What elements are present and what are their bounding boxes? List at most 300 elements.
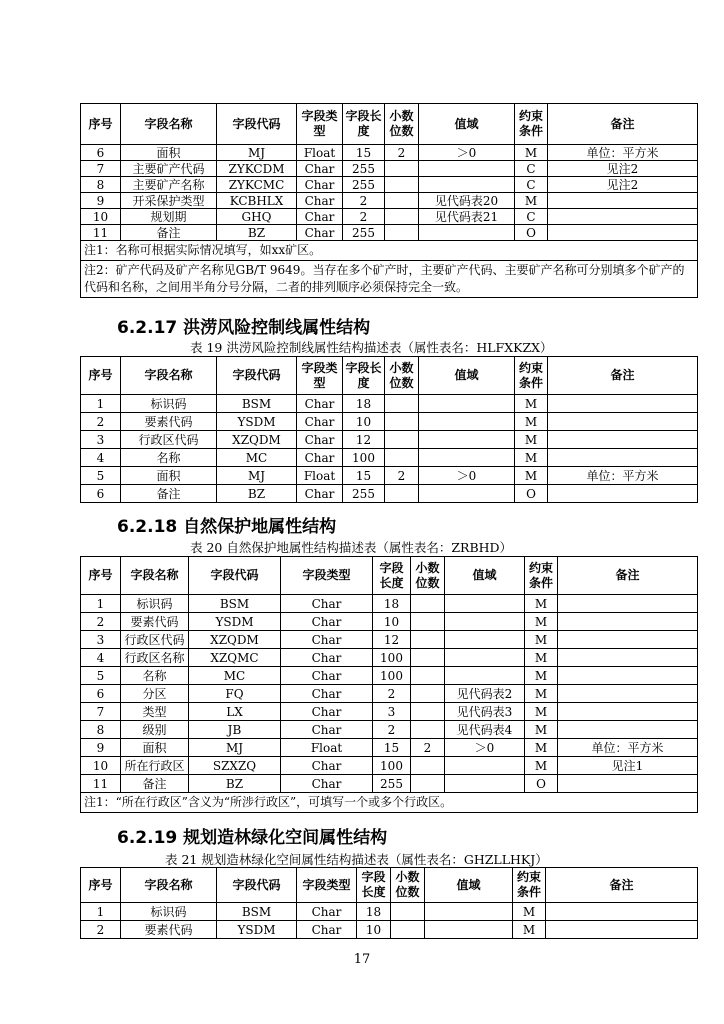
table-header-row (81, 357, 698, 395)
table-cell (558, 685, 698, 703)
table-cell (411, 595, 445, 613)
table-cell: BSM (189, 595, 281, 613)
table-row (81, 721, 698, 739)
table-cell: XZQDM (189, 631, 281, 649)
table-cell (419, 431, 515, 449)
table-cell (546, 921, 698, 939)
section-heading: 6.2.18 自然保护地属性结构 (117, 517, 337, 537)
header-field-length: 字段长度 (343, 357, 385, 395)
table-cell: M (525, 757, 558, 775)
table-cell: 255 (343, 225, 385, 241)
table-cell: 15 (373, 739, 411, 757)
table-row (81, 921, 698, 939)
table-cell: 标识码 (121, 903, 217, 921)
table-cell (548, 413, 698, 431)
table-row (81, 667, 698, 685)
table-cell (385, 449, 419, 467)
table-cell: 面积 (121, 145, 217, 161)
table-cell: Char (281, 721, 373, 739)
table-cell: ZYKCMC (217, 177, 297, 193)
table-cell: MJ (217, 467, 297, 485)
table-cell: M (525, 703, 558, 721)
table-cell: 级别 (121, 721, 189, 739)
table-cell: 18 (357, 903, 391, 921)
section-heading: 6.2.17 洪涝风险控制线属性结构 (117, 318, 371, 338)
table-cell: 见注1 (558, 757, 698, 775)
header-field-type: 字段类型 (297, 104, 343, 145)
table-row (81, 193, 698, 209)
header-remark: 备注 (548, 357, 698, 395)
table-cell (419, 449, 515, 467)
table-cell: 255 (343, 161, 385, 177)
table-cell: 单位：平方米 (558, 739, 698, 757)
table-cell (419, 161, 515, 177)
table-19 (80, 356, 698, 503)
table-20 (80, 556, 698, 813)
table-cell (385, 161, 419, 177)
table-cell: ＞0 (419, 145, 515, 161)
table-cell: 要素代码 (121, 413, 217, 431)
table-cell: 行政区名称 (121, 649, 189, 667)
table-cell: Char (297, 193, 343, 209)
table-cell: 见代码表21 (419, 209, 515, 225)
table-cell: Char (281, 595, 373, 613)
table-cell: BZ (189, 775, 281, 793)
table-row (81, 161, 698, 177)
header-domain: 值域 (419, 357, 515, 395)
table-cell: 见代码表3 (445, 703, 525, 721)
table-cell: Float (297, 145, 343, 161)
table-cell (558, 703, 698, 721)
table-cell: 11 (81, 225, 121, 241)
table-cell: M (515, 145, 548, 161)
table-cell: ＞0 (419, 467, 515, 485)
table-cell (425, 903, 513, 921)
table-cell (558, 667, 698, 685)
table-cell (548, 449, 698, 467)
table-row (81, 225, 698, 241)
table-cell: C (515, 161, 548, 177)
table-cell (385, 209, 419, 225)
header-field-type: 字段类型 (297, 357, 343, 395)
table-cell: M (525, 667, 558, 685)
table-cell: BZ (217, 485, 297, 503)
table-cell (548, 193, 698, 209)
header-field-length: 字段长度 (357, 868, 391, 903)
table-cell: 3 (373, 703, 411, 721)
table-cell (425, 921, 513, 939)
table-cell (445, 775, 525, 793)
table-cell (411, 667, 445, 685)
table-cell: Char (297, 395, 343, 413)
table-cell: M (515, 395, 548, 413)
table-cell: MC (217, 449, 297, 467)
table-row (81, 467, 698, 485)
table-cell: Float (281, 739, 373, 757)
table-row (81, 595, 698, 613)
table-cell (411, 685, 445, 703)
table-cell: BZ (217, 225, 297, 241)
table-cell (411, 631, 445, 649)
table-cell: 4 (81, 449, 121, 467)
table-cell: ZYKCDM (217, 161, 297, 177)
table-cell: M (525, 739, 558, 757)
table-cell (419, 395, 515, 413)
table-cell: Char (297, 431, 343, 449)
table-cell: Char (281, 685, 373, 703)
table-cell: 开采保护类型 (121, 193, 217, 209)
table-cell: M (525, 721, 558, 739)
table-header-row (81, 104, 698, 145)
table-cell: M (525, 685, 558, 703)
table-cell (419, 225, 515, 241)
section-heading: 6.2.19 规划造林绿化空间属性结构 (117, 828, 388, 848)
table-caption: 表 19 洪涝风险控制线属性结构描述表（属性表名：HLFXKZX） (190, 340, 553, 355)
table-cell: 10 (81, 757, 121, 775)
table-cell: 10 (357, 921, 391, 939)
table-cell: 8 (81, 721, 121, 739)
table-cell (445, 667, 525, 685)
table-cell: 3 (81, 631, 121, 649)
header-remark: 备注 (546, 868, 698, 903)
table-cell: 100 (373, 757, 411, 775)
table-row (81, 413, 698, 431)
header-field-name: 字段名称 (121, 357, 217, 395)
table-cell: XZQDM (217, 431, 297, 449)
table-cell: ＞0 (445, 739, 525, 757)
table-row (81, 685, 698, 703)
table-caption: 表 21 规划造林绿化空间属性结构描述表（属性表名：GHZLLHKJ） (165, 852, 548, 867)
table-cell: 备注 (121, 225, 217, 241)
table-cell: 2 (385, 467, 419, 485)
table-cell (385, 431, 419, 449)
header-constraint: 约束条件 (525, 557, 558, 595)
table-cell (385, 413, 419, 431)
table-cell: M (513, 921, 546, 939)
table-cell: BSM (217, 903, 297, 921)
table-cell: O (515, 485, 548, 503)
table-cell: YSDM (217, 921, 297, 939)
table-note: 注1：名称可根据实际情况填写，如xx矿区。 (81, 241, 698, 261)
table-cell: 主要矿产代码 (121, 161, 217, 177)
header-decimals: 小数位数 (385, 357, 419, 395)
table-cell (546, 903, 698, 921)
table-cell: 5 (81, 667, 121, 685)
header-field-type: 字段类型 (297, 868, 357, 903)
table-cell: 备注 (121, 485, 217, 503)
header-seq: 序号 (81, 104, 121, 145)
table-cell: 12 (373, 631, 411, 649)
table-cell (558, 649, 698, 667)
table-cell (411, 613, 445, 631)
table-cell: Char (281, 667, 373, 685)
header-constraint: 约束条件 (513, 868, 546, 903)
table-cell (419, 413, 515, 431)
table-cell: 见注2 (548, 177, 698, 193)
table-cell: 5 (81, 467, 121, 485)
table-cell: 备注 (121, 775, 189, 793)
table-cell: 2 (373, 685, 411, 703)
table-cell: 2 (81, 921, 121, 939)
table-cell: 2 (373, 721, 411, 739)
table-cell: 100 (373, 667, 411, 685)
table-cell: 要素代码 (121, 613, 189, 631)
table-cell: 8 (81, 177, 121, 193)
table-cell (445, 613, 525, 631)
header-field-length: 字段长度 (373, 557, 411, 595)
table-cell: 11 (81, 775, 121, 793)
table-cell (411, 703, 445, 721)
table-cell: 1 (81, 903, 121, 921)
table-cell: 2 (343, 193, 385, 209)
table-cell (385, 395, 419, 413)
table-cell: 面积 (121, 739, 189, 757)
header-field-name: 字段名称 (121, 104, 217, 145)
table-cell: M (515, 467, 548, 485)
table-cell (558, 613, 698, 631)
table-cell: 9 (81, 193, 121, 209)
table-cell: 100 (373, 649, 411, 667)
table-cell: 2 (81, 413, 121, 431)
table-cell (558, 721, 698, 739)
table-cell: Char (281, 649, 373, 667)
table-cell: 单位：平方米 (548, 467, 698, 485)
table-cell: 名称 (121, 449, 217, 467)
table-cell (419, 177, 515, 193)
header-seq: 序号 (81, 868, 121, 903)
table-row (81, 395, 698, 413)
table-cell: M (525, 613, 558, 631)
table-cell: 4 (81, 649, 121, 667)
table-cell: Char (297, 903, 357, 921)
table-cell: 18 (373, 595, 411, 613)
table-cell: Char (297, 161, 343, 177)
table-row (81, 649, 698, 667)
table-cell: 行政区代码 (121, 431, 217, 449)
header-constraint: 约束条件 (515, 104, 548, 145)
table-cell (548, 225, 698, 241)
table-cell: 12 (343, 431, 385, 449)
table-cell: 名称 (121, 667, 189, 685)
table-cell (445, 649, 525, 667)
table-cell: 2 (343, 209, 385, 225)
header-field-name: 字段名称 (121, 557, 189, 595)
table-cell: Char (281, 613, 373, 631)
table-cell: Char (297, 209, 343, 225)
table-cell: Char (297, 485, 343, 503)
table-row (81, 431, 698, 449)
table-cell: Char (297, 921, 357, 939)
header-remark: 备注 (558, 557, 698, 595)
table-row (81, 613, 698, 631)
table-row (81, 145, 698, 161)
table-header-row (81, 868, 698, 903)
table-cell (445, 595, 525, 613)
table-row (81, 739, 698, 757)
table-cell: SZXZQ (189, 757, 281, 775)
table-cell: 主要矿产名称 (121, 177, 217, 193)
table-cell: M (513, 903, 546, 921)
header-constraint: 约束条件 (515, 357, 548, 395)
table-cell: 见代码表2 (445, 685, 525, 703)
table-cell (385, 225, 419, 241)
table-cell: MJ (217, 145, 297, 161)
table-cell: 7 (81, 161, 121, 177)
header-field-name: 字段名称 (121, 868, 217, 903)
table-cell: M (525, 631, 558, 649)
header-field-code: 字段代码 (217, 868, 297, 903)
table-row (81, 775, 698, 793)
table-cell (411, 721, 445, 739)
table-cell: 3 (81, 431, 121, 449)
table-row (81, 703, 698, 721)
table-cell: MC (189, 667, 281, 685)
table-cell (548, 395, 698, 413)
header-decimals: 小数位数 (391, 868, 425, 903)
table-cell (385, 177, 419, 193)
table-cell (558, 631, 698, 649)
table-cell: Char (281, 775, 373, 793)
table-cell: Char (281, 757, 373, 775)
table-cell: 100 (343, 449, 385, 467)
header-remark: 备注 (548, 104, 698, 145)
table-cell: 标识码 (121, 395, 217, 413)
header-domain: 值域 (445, 557, 525, 595)
table-cell: 2 (385, 145, 419, 161)
table-cell: M (515, 193, 548, 209)
table-cell: GHQ (217, 209, 297, 225)
table-row (81, 449, 698, 467)
table-cell: 2 (81, 613, 121, 631)
table-cell: Float (297, 467, 343, 485)
table-cell: 10 (81, 209, 121, 225)
header-seq: 序号 (81, 557, 121, 595)
table-cell: Char (297, 225, 343, 241)
table-cell: JB (189, 721, 281, 739)
table-cell: 255 (343, 177, 385, 193)
header-domain: 值域 (419, 104, 515, 145)
table-cell: M (515, 431, 548, 449)
table-cell: 单位：平方米 (548, 145, 698, 161)
table-cell (411, 757, 445, 775)
table-cell: 6 (81, 485, 121, 503)
header-decimals: 小数位数 (385, 104, 419, 145)
table-cell (558, 775, 698, 793)
table-cell: 类型 (121, 703, 189, 721)
table-cell: O (515, 225, 548, 241)
table-row (81, 631, 698, 649)
table-cell: 9 (81, 739, 121, 757)
table-note: 注2：矿产代码及矿产名称见GB/T 9649。当存在多个矿产时，主要矿产代码、主要矿产名称可分别填多个矿产的代码和名称，之间用半角分号分隔，二者的排列顺序必须保持完全一致。 (81, 261, 698, 298)
table-cell: 7 (81, 703, 121, 721)
table-cell: 1 (81, 595, 121, 613)
table-header-row (81, 557, 698, 595)
table-cell: 6 (81, 145, 121, 161)
table-cell (391, 921, 425, 939)
header-domain: 值域 (425, 868, 513, 903)
header-field-type: 字段类型 (281, 557, 373, 595)
header-field-code: 字段代码 (217, 357, 297, 395)
table-cell: BSM (217, 395, 297, 413)
table-row (81, 903, 698, 921)
table-cell: FQ (189, 685, 281, 703)
table-cell: O (525, 775, 558, 793)
table-cell: Char (297, 177, 343, 193)
table-cell: XZQMC (189, 649, 281, 667)
table-cell: M (525, 649, 558, 667)
table-cell (548, 431, 698, 449)
header-field-code: 字段代码 (189, 557, 281, 595)
table-cell: Char (297, 413, 343, 431)
table-cell: MJ (189, 739, 281, 757)
table-row (81, 485, 698, 503)
table-cell: YSDM (189, 613, 281, 631)
table-row (81, 209, 698, 225)
table-cell: M (515, 449, 548, 467)
table-cell: 要素代码 (121, 921, 217, 939)
header-field-code: 字段代码 (217, 104, 297, 145)
page-number: 17 (353, 952, 371, 967)
table-cell: 分区 (121, 685, 189, 703)
table-cell: 面积 (121, 467, 217, 485)
table-cell: 10 (373, 613, 411, 631)
table-cell: Char (297, 449, 343, 467)
table-cell: 10 (343, 413, 385, 431)
table-cell (558, 595, 698, 613)
table-row (81, 177, 698, 193)
table-cell: 2 (411, 739, 445, 757)
table-cell: 见注2 (548, 161, 698, 177)
table-cell: 15 (343, 145, 385, 161)
table-cell (411, 775, 445, 793)
table-cell (385, 485, 419, 503)
table-cell (548, 209, 698, 225)
table-cell: 见代码表20 (419, 193, 515, 209)
header-seq: 序号 (81, 357, 121, 395)
table-caption: 表 20 自然保护地属性结构描述表（属性表名：ZRBHD） (190, 540, 513, 555)
table-cell: 6 (81, 685, 121, 703)
table-cell (391, 903, 425, 921)
table-cell: C (515, 177, 548, 193)
header-decimals: 小数位数 (411, 557, 445, 595)
table-cell (385, 193, 419, 209)
table-row (81, 757, 698, 775)
table-cell: 标识码 (121, 595, 189, 613)
table-cell: 15 (343, 467, 385, 485)
table-cell: KCBHLX (217, 193, 297, 209)
table-cell: Char (281, 703, 373, 721)
table-cell: M (515, 413, 548, 431)
table-cell: LX (189, 703, 281, 721)
table-cell: 255 (373, 775, 411, 793)
table-cell: 规划期 (121, 209, 217, 225)
table-18-continued (80, 103, 698, 298)
table-cell: 所在行政区 (121, 757, 189, 775)
table-cell: YSDM (217, 413, 297, 431)
table-cell: 255 (343, 485, 385, 503)
table-cell (411, 649, 445, 667)
table-cell (548, 485, 698, 503)
table-cell (445, 757, 525, 775)
table-cell: 见代码表4 (445, 721, 525, 739)
table-cell (419, 485, 515, 503)
table-21 (80, 867, 698, 939)
table-note: 注1：“所在行政区”含义为“所涉行政区”，可填写一个或多个行政区。 (81, 793, 698, 813)
table-cell: Char (281, 631, 373, 649)
table-cell: C (515, 209, 548, 225)
header-field-length: 字段长度 (343, 104, 385, 145)
table-cell: 行政区代码 (121, 631, 189, 649)
